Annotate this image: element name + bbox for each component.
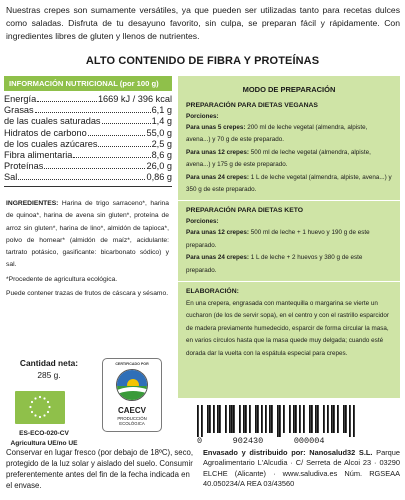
nutrient-name: de las cuales saturadas xyxy=(4,116,101,127)
nutrient-value: 6,1 g xyxy=(151,105,172,116)
agriculture-origin: Agricultura UE/no UE xyxy=(10,440,78,447)
eu-leaf-icon xyxy=(27,394,53,421)
barcode-bar xyxy=(309,405,311,433)
vegan-portions-label: Porciones: xyxy=(186,113,219,120)
barcode-bar xyxy=(245,405,247,433)
nutrition-row xyxy=(4,139,172,150)
caecv-seal xyxy=(102,358,162,432)
caecv-sub-line: PRODUCCIÓN xyxy=(117,416,147,421)
vegan-title: PREPARACIÓN PARA DIETAS VEGANAS xyxy=(186,102,318,109)
nutrient-name: Grasas xyxy=(4,105,34,116)
nutrition-row xyxy=(4,150,172,161)
nutrition-row xyxy=(4,116,172,127)
net-quantity-label: Cantidad neta: xyxy=(19,358,79,368)
barcode-bar xyxy=(279,405,281,437)
barcode-bar xyxy=(283,405,285,433)
elaboration-title: ELABORACIÓN: xyxy=(186,288,239,296)
barcode-bar xyxy=(243,405,245,433)
barcode-bars xyxy=(197,405,355,437)
portion-amount: Para unas 12 crepes: xyxy=(186,148,250,156)
portion-recipe: 500 ml de leche vegetal (almendra, alpiste, avena...) y 175 g de este preparado. xyxy=(186,148,371,169)
barcode-bar xyxy=(317,405,319,433)
portion-item xyxy=(186,147,392,172)
barcode-bar xyxy=(265,405,267,433)
caecv-certified-label: CERTIFICADO POR xyxy=(115,362,149,366)
organic-note: *Procedente de agricultura ecológica. xyxy=(6,275,118,283)
nutrient-name: Energía xyxy=(4,94,37,104)
nutrition-row xyxy=(4,105,172,116)
ingredients-text: Harina de trigo sarraceno*, harina de quinoa*, harina de avena sin gluten*, proteína de arroz sin gluten*, harina de lino*, almidón de tapioca*, polvo de hornear* (almidón de maíz*, acidulante: tartrato potásico, gasificante: bicarbonato sódico) y sal. xyxy=(6,200,169,269)
barcode-bar xyxy=(201,405,203,437)
barcode-digits xyxy=(197,436,355,446)
nutrient-value: 8,6 g xyxy=(151,149,172,160)
divider xyxy=(178,281,400,282)
barcode-bar xyxy=(219,405,221,433)
barcode-bar xyxy=(311,405,313,433)
portion-amount: Para unas 24 crepes: xyxy=(186,254,250,262)
headline: ALTO CONTENIDO DE FIBRA Y PROTEÍNAS xyxy=(85,55,320,67)
nutrient-name: Hidratos de carbono xyxy=(4,127,87,138)
caecv-subtitle xyxy=(103,416,161,426)
portion-recipe: 500 ml de leche + 1 huevo y 190 g de este preparado. xyxy=(186,229,370,249)
portion-recipe: 1 L de leche vegetal (almendra, alpiste, avena...) y 350 g de este preparado. xyxy=(186,173,392,194)
vegan-portions xyxy=(186,122,392,196)
barcode-bar xyxy=(217,405,219,433)
barcode-bar xyxy=(207,405,209,433)
barcode-bar xyxy=(299,405,301,433)
preparation-title: MODO DE PREPARACIÓN xyxy=(242,85,336,94)
nutrient-name: de los cuales azúcares xyxy=(4,138,98,149)
barcode-bar xyxy=(337,405,339,433)
nutrition-header: INFORMACIÓN NUTRICIONAL (por 100 g) xyxy=(4,76,172,91)
organic-control-code: ES-ECO-020-CV xyxy=(19,430,69,437)
nutrient-value: 1,4 g xyxy=(151,116,172,127)
barcode xyxy=(197,405,355,445)
portion-item xyxy=(186,172,392,197)
net-quantity xyxy=(4,358,94,380)
nutrient-value: 1669 kJ / 396 kcal xyxy=(97,94,172,104)
portion-recipe: 200 ml de leche vegetal (almendra, alpiste, avena...) y 70 g de este preparado. xyxy=(186,124,368,144)
net-quantity-value: 285 g. xyxy=(37,370,61,380)
barcode-bar xyxy=(343,405,345,433)
nutrition-table xyxy=(4,76,172,187)
barcode-bar xyxy=(293,405,295,433)
barcode-bar xyxy=(255,405,257,433)
barcode-bar xyxy=(315,405,317,433)
barcode-bar xyxy=(345,405,347,433)
barcode-right-group: 000004 xyxy=(293,436,325,446)
keto-portions xyxy=(186,227,392,277)
eu-organic-logo xyxy=(15,391,65,424)
nutrition-row xyxy=(4,128,172,139)
nutrient-value: 55,0 g xyxy=(146,127,172,138)
nutrient-value: 0,86 g xyxy=(146,172,172,183)
barcode-bar xyxy=(231,405,233,433)
nutrient-value: 2,5 g xyxy=(151,138,172,149)
nutrient-name: Sal xyxy=(4,172,18,183)
nutrient-name: Proteínas xyxy=(4,161,44,172)
nutrient-value: 26,0 g xyxy=(146,161,172,172)
barcode-bar xyxy=(213,405,215,433)
barcode-bar xyxy=(239,405,241,433)
packer-name: Envasado y distribuido por: Nanosalud32 S.L. xyxy=(203,448,373,457)
barcode-first-digit: 0 xyxy=(197,436,203,446)
barcode-bar xyxy=(277,405,279,437)
divider xyxy=(178,200,400,201)
portion-recipe: 1 L de leche + 2 huevos y 380 g de este preparado. xyxy=(186,254,363,274)
keto-portions-label: Porciones: xyxy=(186,218,219,226)
barcode-bar xyxy=(327,405,329,433)
caecv-name: CAECV xyxy=(117,406,146,415)
allergen-note: Puede contener trazas de frutos de cáscara y sésamo. xyxy=(6,290,169,298)
nutrition-row xyxy=(4,161,172,172)
portion-amount: Para unas 12 crepes: xyxy=(186,229,250,237)
caecv-emblem-icon xyxy=(116,369,148,401)
barcode-bar xyxy=(303,405,305,433)
storage-instructions: Conservar en lugar fresco (por debajo de 18ºC), seco, protegido de la luz solar y aislado del suelo. Consumir preferentemente antes del fin de la fecha indicada en el envase. xyxy=(6,448,194,490)
keto-title: PREPARACIÓN PARA DIETAS KETO xyxy=(186,207,304,215)
portion-item xyxy=(186,122,392,147)
packer-address: Parque Agroalimentario L'Alcudia · C/ Serreta de Alcoi 23 · 03290 ELCHE (Alicante) · www.saludiva.es Núm. RGSEAA 40.050234/A REA 03/43560 xyxy=(203,448,401,489)
ingredients-label: INGREDIENTES: xyxy=(6,200,59,207)
portion-item xyxy=(186,252,392,277)
ingredients xyxy=(6,198,169,302)
barcode-bar xyxy=(209,405,211,433)
barcode-bar xyxy=(271,405,273,433)
barcode-bar xyxy=(331,405,333,433)
eu-organic-code xyxy=(4,429,84,449)
intro-text: Nuestras crepes son sumamente versátiles, ya que pueden ser utilizadas tanto para recetas dulces como saladas. Disfruta de tu desayuno favorito, sin culpa, se preparan fácil y rápidamente. Con ingredientes libres de gluten y llenos de nutrientes. xyxy=(6,5,400,41)
barcode-bar xyxy=(249,405,251,433)
barcode-bar xyxy=(261,405,263,433)
nutrition-rows xyxy=(4,94,172,187)
portion-amount: Para unas 24 crepes: xyxy=(186,173,250,181)
barcode-bar xyxy=(197,405,199,437)
barcode-bar xyxy=(225,405,227,433)
barcode-bar xyxy=(229,405,231,433)
barcode-left-group: 902430 xyxy=(232,436,264,446)
barcode-bar xyxy=(353,405,355,437)
barcode-bar xyxy=(289,405,291,433)
barcode-bar xyxy=(295,405,297,433)
portion-item xyxy=(186,227,392,252)
portion-amount: Para unas 5 crepes: xyxy=(186,124,246,131)
nutrition-row xyxy=(4,94,172,105)
barcode-bar xyxy=(323,405,325,433)
caecv-sub-line: ECOLÓGICA xyxy=(119,421,145,426)
nutrient-name: Fibra alimentaria xyxy=(4,149,73,160)
preparation-panel xyxy=(178,76,400,398)
barcode-bar xyxy=(257,405,259,433)
barcode-bar xyxy=(349,405,351,437)
elaboration-text: En una crepera, engrasada con mantequilla o margarina se vierte un cucharon (de los de servir sopa), en el centro y con el rastrillo esparcidor de madera previamente humedecido, esparcir de forma circular la masa, en varios círculos hasta que la masa quede muy delgada; cuando esté dorada dar la vuelta con la espátula especial para crepes. xyxy=(186,300,389,357)
barcode-bar xyxy=(269,405,271,433)
barcode-bar xyxy=(233,405,235,433)
barcode-bar xyxy=(333,405,335,433)
packer-info xyxy=(203,448,400,490)
nutrition-row xyxy=(4,172,172,183)
